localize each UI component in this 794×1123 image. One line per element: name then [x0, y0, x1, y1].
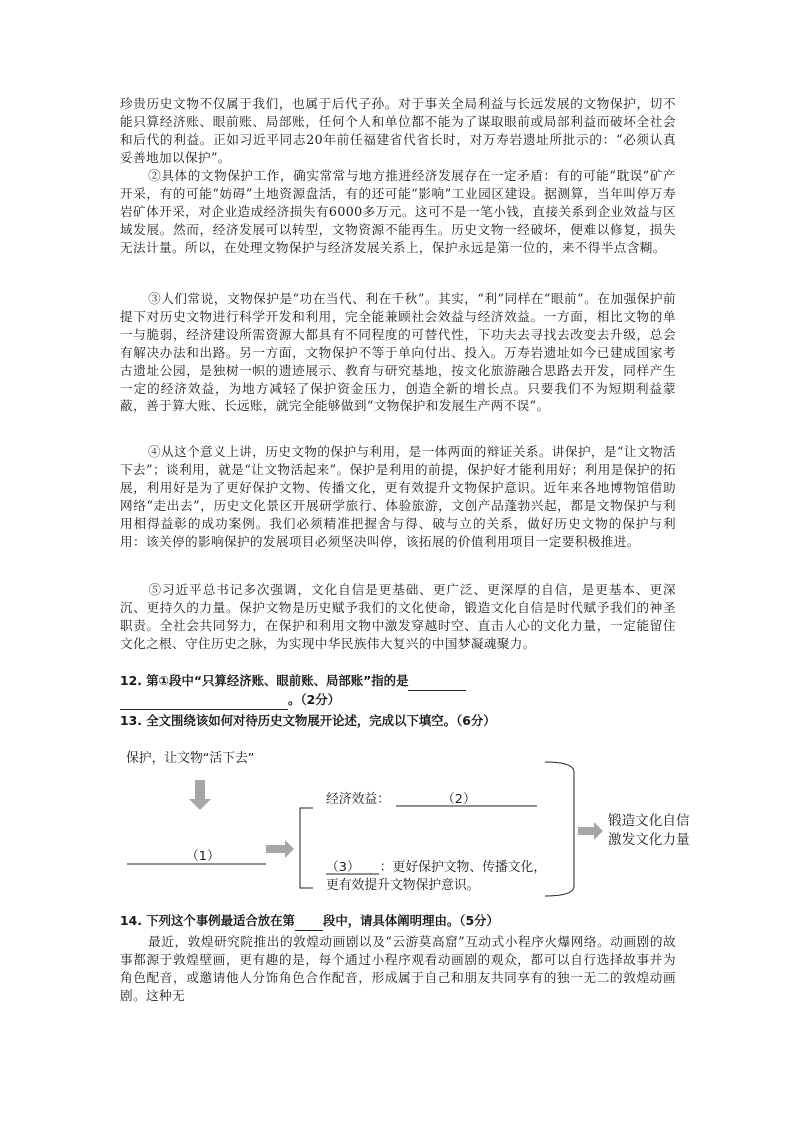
down-arrow: [189, 780, 211, 810]
diagram-social-label: ：更好保护文物、传播文化，: [379, 860, 547, 875]
paragraph-4: [120, 443, 676, 550]
question-12-points: 。（2分）: [288, 692, 340, 707]
paragraph-5: [120, 581, 676, 653]
diagram-blank-2-label: （2）: [442, 792, 476, 807]
question-14: [120, 912, 680, 931]
diagram-economic-label: 经济效益：: [326, 792, 390, 807]
paragraph-2-text: ②具体的文物保护工作，确实常常与地方推进经济发展存在一定矛盾：有的可能“耽误”矿产开采，有的可能“妨碍”土地资源盘活，有的还可能“影响”工业园区建设。据测算，当年叫停万寿岩矿体开采，对企业造成经济损失有6000多万元。这可不是一笔小钱，直接关系到企业效益与区域发展。然而，经济发展可以转型，文物资源不能再生。历史文物一经破坏，便难以修复，损失无法计量。所以，在处理文物保护与经济发展关系上，保护永远是第一位的，来不得半点含糊。: [120, 168, 676, 255]
paragraph-5-text: ⑤习近平总书记多次强调，文化自信是更基础、更广泛、更深厚的自信，是更基本、更深沉、更持久的力量。保护文物是历史赋予我们的文化使命，锻造文化自信是时代赋予我们的神圣职责。全社会共同努力，在保护和利用文物中激发穿越时空、直击人心的文化力量，一定能留住文化之根、守住历史之脉，为实现中华民族伟大复兴的中国梦凝魂聚力。: [120, 582, 676, 651]
diagram-protect-label: 保护，让文物“活下去”: [126, 751, 255, 766]
answer-blank-12b[interactable]: [120, 691, 288, 710]
question-14-points: 段中，请具体阐明理由。（5分）: [322, 913, 499, 928]
paragraph-3: [120, 290, 676, 415]
paragraph-4-text: ④从这个意义上讲，历史文物的保护与利用，是一体两面的辩证关系。讲保护，是“让文物活下去”；谈利用，就是“让文物活起来”。保护是利用的前提，保护好才能利用好；利用是保护的拓展，利用好是为了更好保护文物、传播文化，更有效提升文物保护意识。近年来各地博物馆借助网络“走出去”，历史文化景区开展研学旅行、体验旅游，文创产品蓬勃兴起，都是文物保护与利用相得益彰的成功案例。我们必须精准把握舍与得、破与立的关系，做好历史文物的保护与利用：该关停的影响保护的发展项目必须坚决叫停，该拓展的价值利用项目一定要积极推进。: [120, 444, 676, 549]
diagram-result-line-2: 激发文化力量: [608, 832, 690, 848]
paragraph-1: 珍贵历史文物不仅属于我们，也属于后代子孙。对于事关全局利益与长远发展的文物保护，切不能只算经济账、眼前账、局部账，任何个人和单位都不能为了谋取眼前或局部利益而破坏全社会和后代的利益。正如习近平同志20年前任福建省代省长时，对万寿岩遗址所批示的：“必须认真妥善地加以保护”。: [120, 96, 676, 165]
answer-blank-14[interactable]: [295, 912, 323, 931]
question-14-stem: 14. 下列这个事例最适合放在第: [120, 913, 295, 928]
question-13: 13. 全文围绕该如何对待历史文物展开论述，完成以下填空。（6分）: [120, 713, 496, 728]
diagram-social-line-2: 更有效提升文物保护意识。: [326, 878, 480, 893]
right-bracket: [545, 762, 574, 896]
question-14-passage-text: 最近，敦煌研究院推出的敦煌动画剧以及“云游莫高窟”互动式小程序火爆网络。动画剧的故事都源于敦煌壁画，更有趣的是，每个通过小程序观看动画剧的观众，都可以自行选择故事并为角色配音，或邀请他人分饰角色合作配音，形成属于自己和朋友共同享有的独一无二的敦煌动画剧。这种无: [120, 934, 676, 1003]
diagram-social-line-1: [326, 859, 546, 877]
question-12: [120, 672, 680, 710]
diagram-blank-1-label: （1）: [186, 849, 220, 864]
right-arrow-1: [266, 840, 294, 858]
paragraph-2: [120, 167, 676, 257]
question-14-passage: [120, 933, 676, 1005]
diagram-result-line-1: 锻造文化自信: [608, 813, 690, 829]
diagram-blank-3-label: （3）: [326, 860, 360, 875]
paragraph-3-text: ③人们常说，文物保护是“功在当代、利在千秋”。其实，“利”同样在“眼前”。在加强保护前提下对历史文物进行科学开发和利用，完全能兼顾社会效益与经济效益。一方面，相比文物的单一与脆弱，经济建设所需资源大都具有不同程度的可替代性，下功夫去寻找去改变去升级，总会有解决办法和出路。另一方面，文物保护不等于单向付出、投入。万寿岩遗址如今已建成国家考古遗址公园，是独树一帜的遗迹展示、教育与研究基地，按文化旅游融合思路去开发，同样产生一定的经济效益，为地方减轻了保护资金压力，创造全新的增长点。只要我们不为短期利益蒙蔽，善于算大账、长远账，就完全能够做到“文物保护和发展生产两不误”。: [120, 291, 676, 414]
answer-blank-12a[interactable]: [408, 672, 466, 691]
question-12-stem: 12. 第①段中“只算经济账、眼前账、局部账”指的是: [120, 673, 409, 688]
left-bracket: [300, 808, 313, 888]
right-arrow-2: [578, 822, 603, 840]
